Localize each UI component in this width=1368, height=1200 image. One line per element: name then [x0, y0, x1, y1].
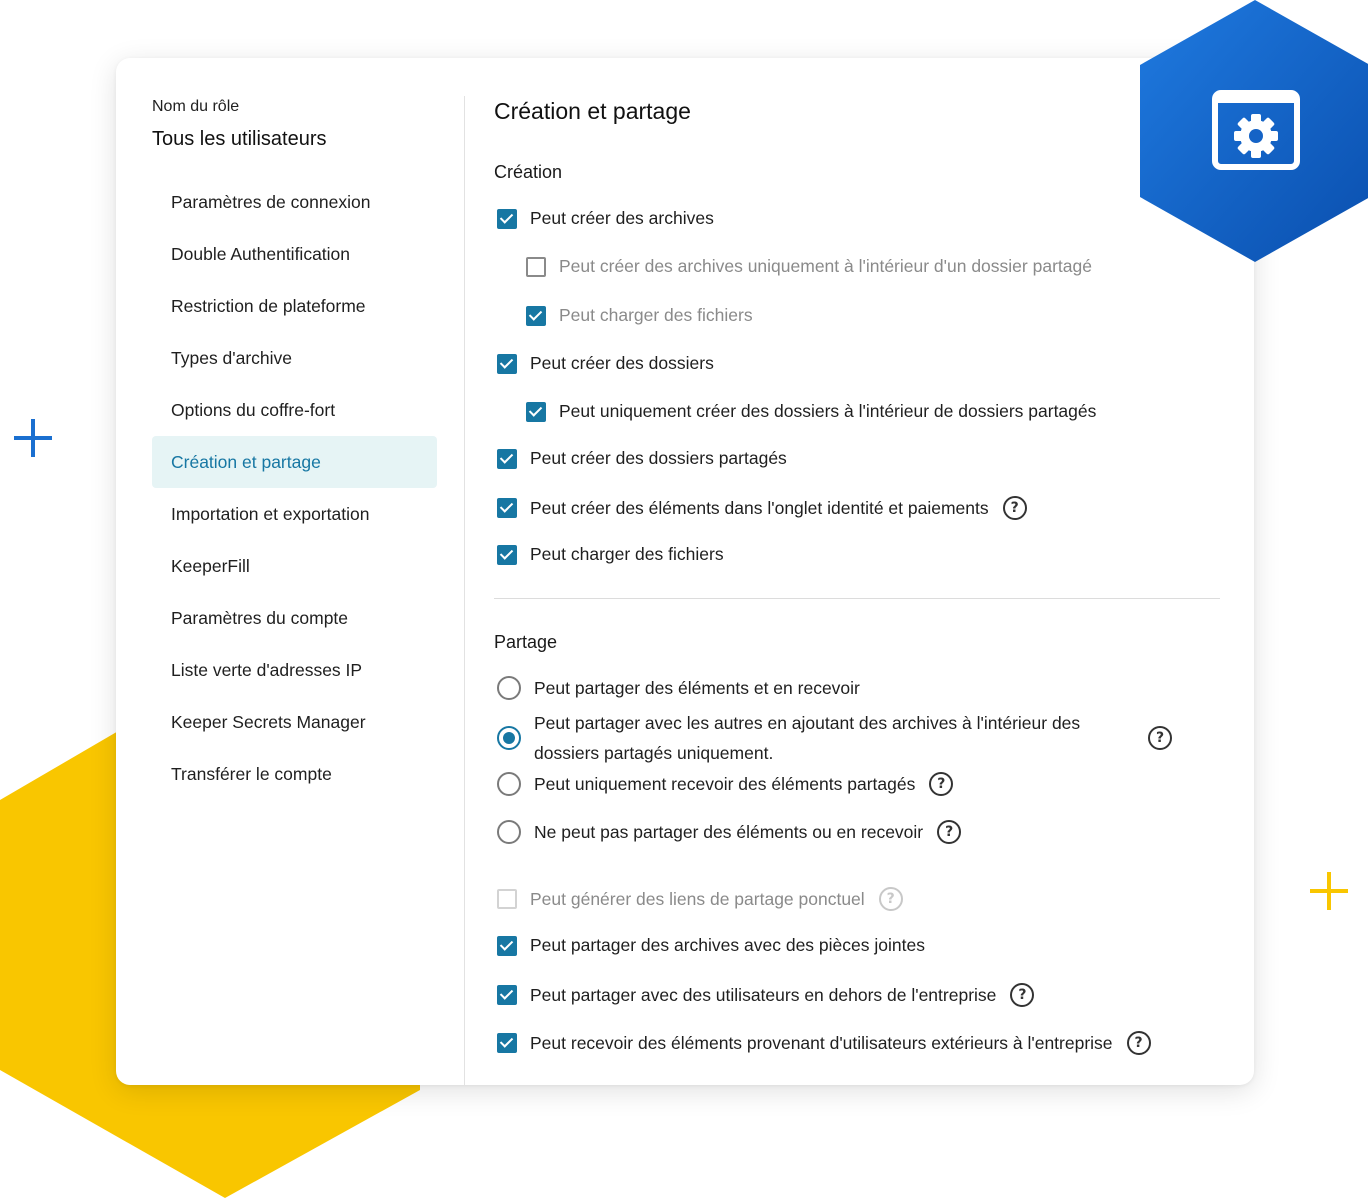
option-create-records[interactable] [497, 208, 714, 229]
radio-option-share-shared-folders-only[interactable] [497, 708, 1172, 768]
checkbox-checked[interactable] [497, 449, 517, 469]
option-share-with-attachments[interactable] [497, 935, 925, 956]
option-label: Peut générer des liens de partage ponctuel [530, 888, 865, 909]
sidebar [116, 58, 464, 1085]
option-label: Peut charger des fichiers [559, 305, 753, 325]
help-icon[interactable]: ? [879, 887, 903, 911]
option-label: Peut partager avec les autres en ajoutant des archives à l'intérieur des dossiers partagés uniquement. [534, 713, 1081, 763]
checkbox-checked[interactable] [497, 936, 517, 956]
help-icon[interactable]: ? [1010, 983, 1034, 1007]
checkbox-checked[interactable] [497, 498, 517, 518]
option-create-shared-folders[interactable] [497, 448, 787, 469]
checkbox-checked[interactable] [526, 306, 546, 326]
sidebar-item-record-types[interactable]: Types d'archive [171, 348, 293, 368]
option-label: Peut créer des archives uniquement à l'intérieur d'un dossier partagé [559, 256, 1092, 276]
sidebar-item-vault-options[interactable]: Options du coffre-fort [171, 400, 336, 420]
option-label: Peut créer des archives [530, 208, 714, 228]
option-create-records-shared-folder-only[interactable] [526, 256, 1092, 277]
option-label: Peut créer des dossiers [530, 353, 714, 373]
sidebar-item-keeperfill[interactable]: KeeperFill [171, 556, 250, 576]
option-label: Peut partager avec des utilisateurs en dehors de l'entreprise [530, 984, 997, 1005]
role-name-label: Nom du rôle [152, 98, 240, 115]
checkbox-checked[interactable] [497, 209, 517, 229]
option-create-identity-payments[interactable] [497, 496, 1027, 520]
help-icon[interactable]: ? [937, 820, 961, 844]
option-label: Peut recevoir des éléments provenant d'utilisateurs extérieurs à l'entreprise [530, 1032, 1113, 1053]
option-label: Peut uniquement recevoir des éléments partagés [534, 773, 916, 794]
sidebar-item-secrets-manager[interactable]: Keeper Secrets Manager [171, 712, 366, 732]
section-divider [494, 598, 1220, 599]
sidebar-item-two-factor[interactable]: Double Authentification [171, 244, 351, 264]
sidebar-item-transfer-account[interactable]: Transférer le compte [171, 764, 332, 784]
help-icon[interactable]: ? [1148, 726, 1172, 750]
checkbox-checked[interactable] [497, 1033, 517, 1053]
option-label: Peut créer des dossiers partagés [530, 448, 787, 468]
option-label: Ne peut pas partager des éléments ou en recevoir [534, 821, 924, 842]
radio-button[interactable] [497, 676, 521, 700]
sidebar-item-ip-allowlist[interactable]: Liste verte d'adresses IP [171, 660, 363, 680]
help-icon[interactable]: ? [1003, 496, 1027, 520]
radio-option-share-and-receive[interactable] [497, 676, 860, 700]
checkbox-disabled[interactable] [497, 889, 517, 909]
sharing-section-title: Partage [494, 632, 558, 652]
option-receive-from-outside[interactable] [497, 1031, 1151, 1055]
checkbox-checked[interactable] [497, 354, 517, 374]
role-name-value: Tous les utilisateurs [152, 128, 327, 150]
option-upload-files[interactable] [497, 544, 724, 565]
option-one-time-share-links[interactable] [497, 887, 903, 911]
plus-icon [1310, 872, 1348, 910]
radio-button[interactable] [497, 772, 521, 796]
checkbox-checked[interactable] [526, 402, 546, 422]
option-label: Peut partager des éléments et en recevoir [534, 677, 860, 698]
radio-option-no-sharing[interactable] [497, 820, 961, 844]
option-create-folders[interactable] [497, 353, 714, 374]
option-label: Peut créer des éléments dans l'onglet identité et paiements [530, 497, 989, 518]
sidebar-nav [152, 176, 437, 800]
sidebar-item-account-settings[interactable]: Paramètres du compte [171, 608, 349, 628]
radio-button[interactable] [497, 820, 521, 844]
option-create-folders-shared-only[interactable] [526, 401, 1096, 422]
sidebar-item-import-export[interactable]: Importation et exportation [171, 504, 370, 524]
settings-badge [1140, 0, 1368, 262]
help-icon[interactable]: ? [1127, 1031, 1151, 1055]
plus-icon [14, 419, 52, 457]
option-label: Peut charger des fichiers [530, 544, 724, 564]
sidebar-item-login-settings[interactable]: Paramètres de connexion [171, 192, 371, 212]
option-upload-files-sub[interactable] [526, 305, 753, 326]
main-panel [465, 58, 1254, 1085]
sidebar-item-creation-sharing[interactable]: Création et partage [152, 436, 437, 488]
option-label: Peut uniquement créer des dossiers à l'intérieur de dossiers partagés [559, 401, 1097, 421]
checkbox-checked[interactable] [497, 985, 517, 1005]
page-title: Création et partage [494, 98, 691, 124]
radio-button-selected[interactable] [497, 726, 521, 750]
creation-section-title: Création [494, 162, 563, 182]
radio-option-receive-only[interactable] [497, 772, 953, 796]
help-icon[interactable]: ? [929, 772, 953, 796]
option-share-outside-enterprise[interactable] [497, 983, 1034, 1007]
sidebar-item-platform-restriction[interactable]: Restriction de plateforme [171, 296, 366, 316]
option-label: Peut partager des archives avec des pièces jointes [530, 935, 925, 955]
checkbox-unchecked[interactable] [526, 257, 546, 277]
checkbox-checked[interactable] [497, 545, 517, 565]
role-settings-card [116, 58, 1254, 1085]
